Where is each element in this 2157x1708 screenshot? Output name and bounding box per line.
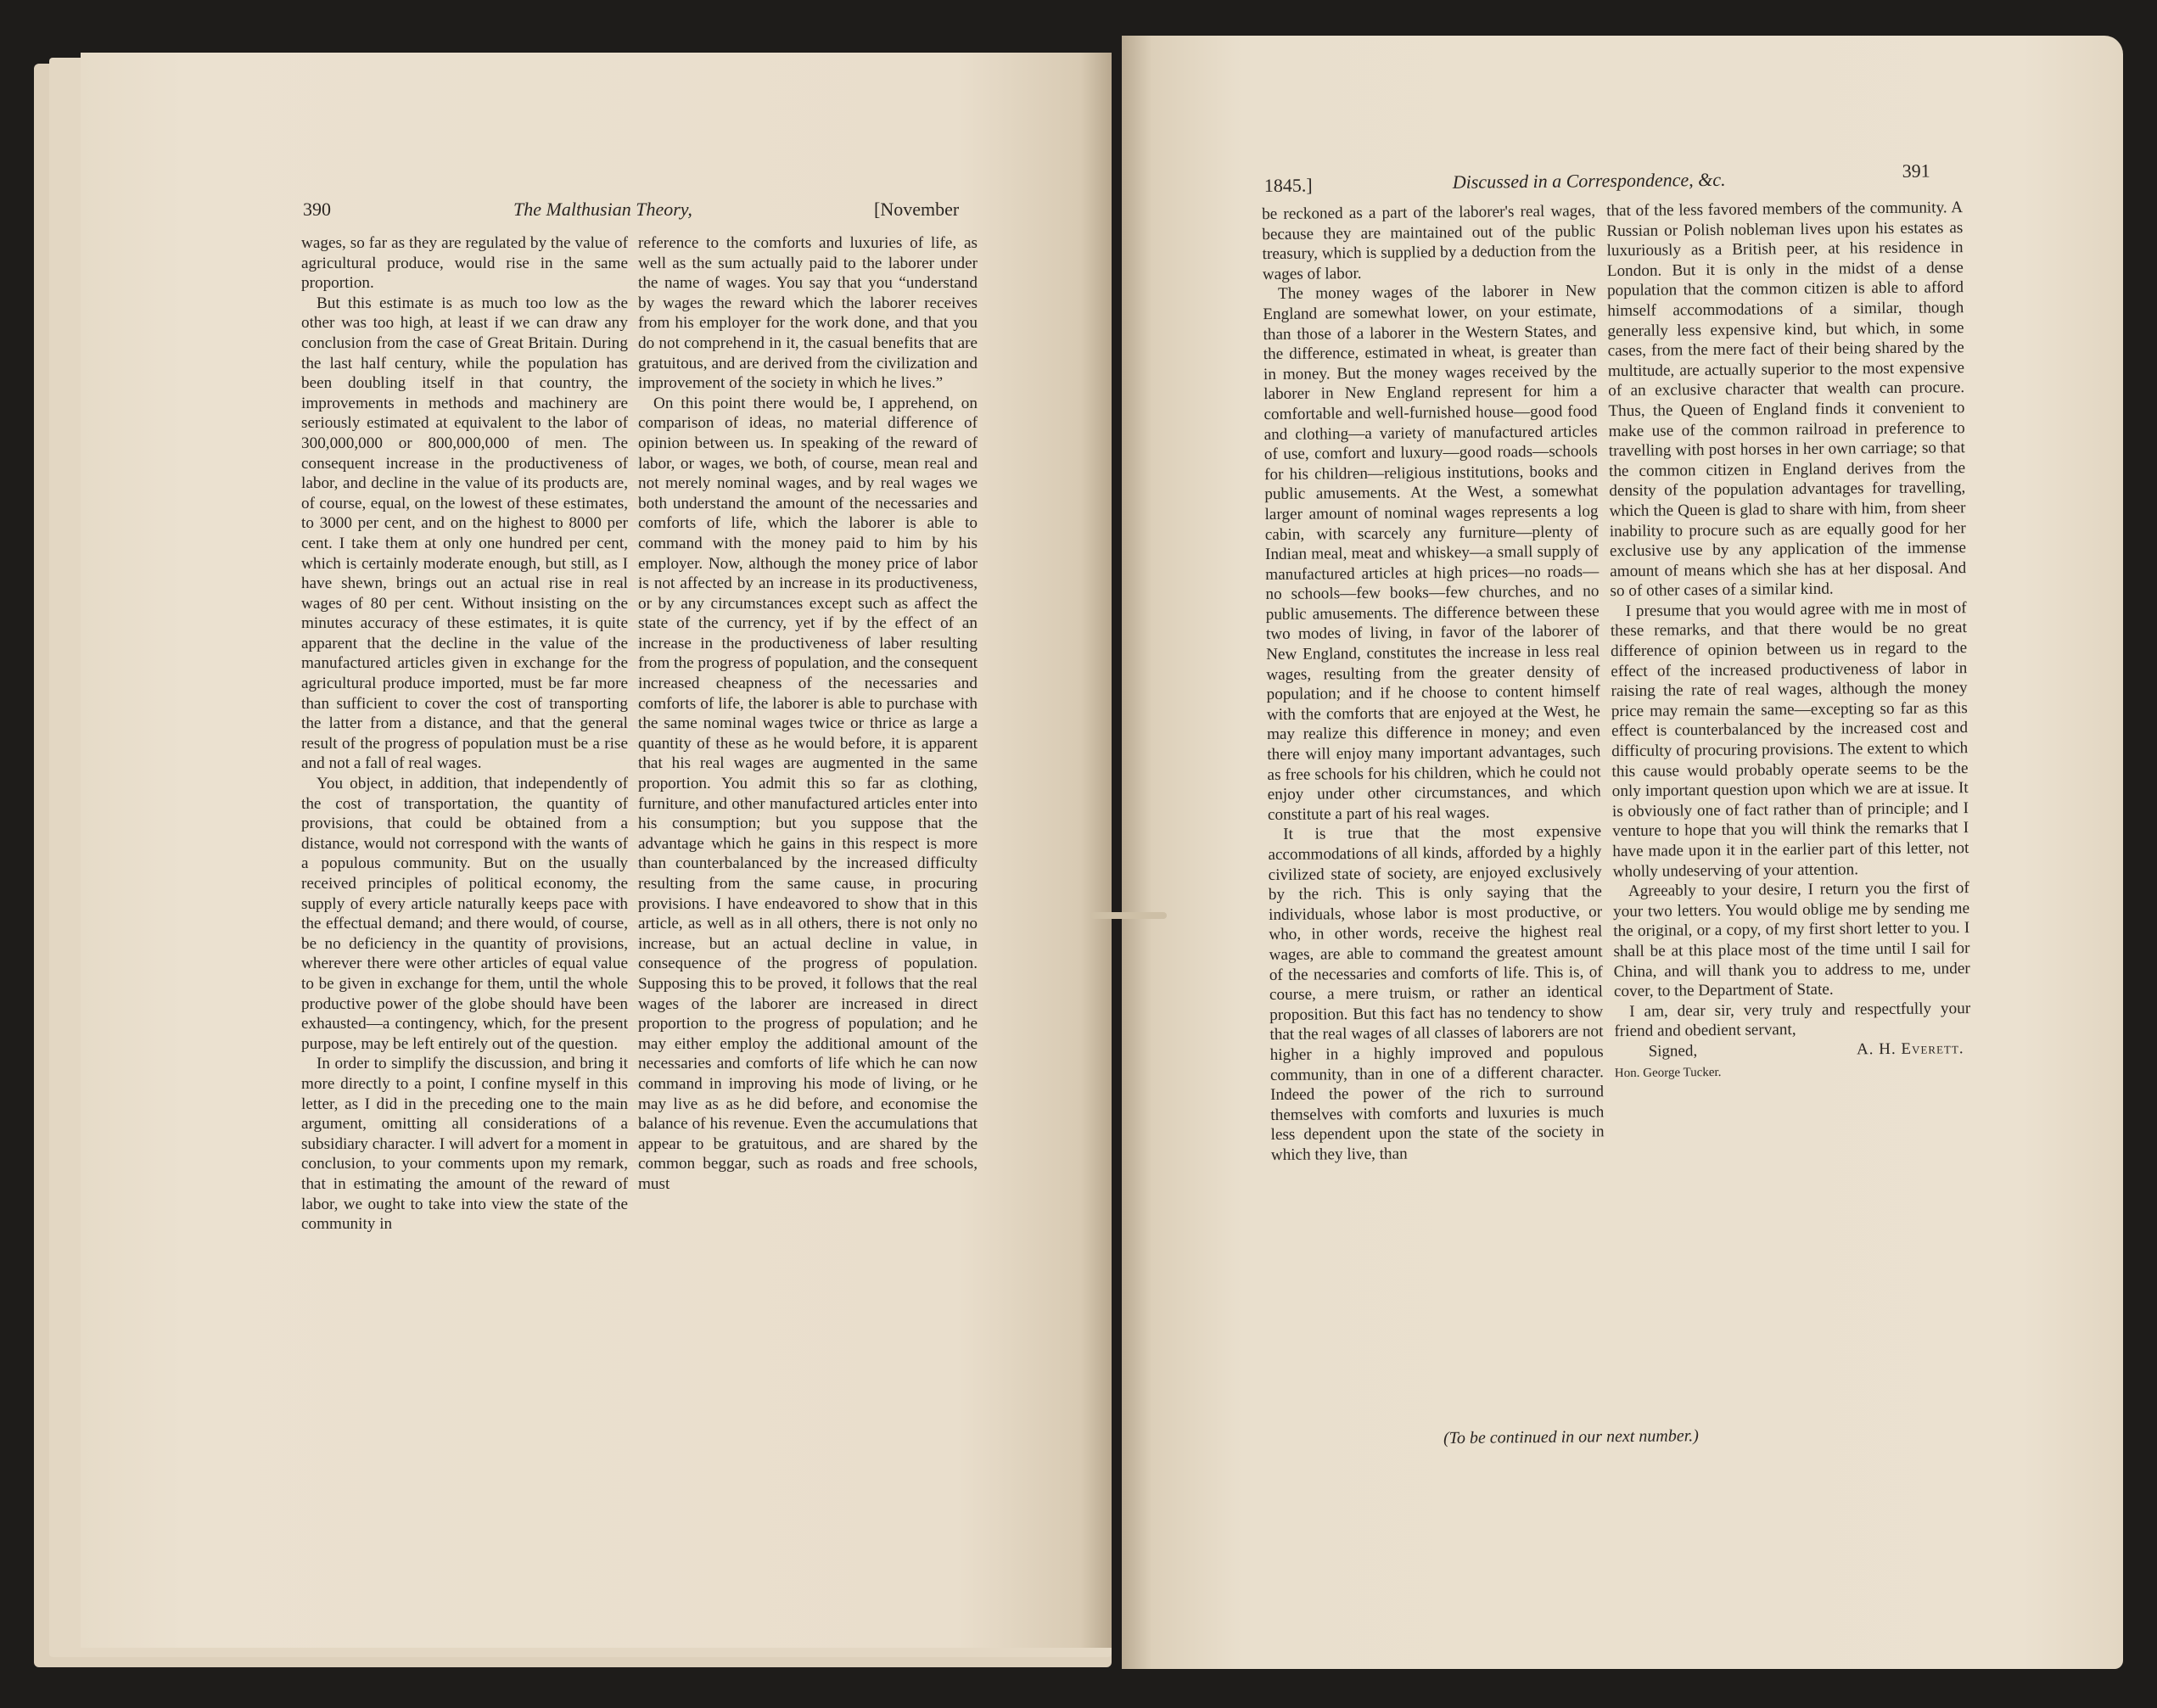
paragraph: But this estimate is as much too low as the other was too high, at least if we can draw any conclusion from the case of Great Britain. During the last half century, while the population has been doubling itself in that country, the improvements in methods and machinery are seriously estimated at equivalent to the labor of 300,000,000 or 800,000,000 of men. The consequent increase in the productiveness of labor, and decline in the value of its products are, of course, equal, on the lowest of these estimates, to 3000 per cent, and on the highest to 8000 per cent. I take them at only one hundred per cent, which is certainly moderate enough, but still, as I have shewn, brings out an actual rise in real wages of 80 per cent. Without insisting on the minutes accuracy of these estimates, it is quite apparent that the decline in the value of the manufactured articles given in exchange for the agricultural produce imported, must be far more than sufficient to cover the cost of transporting the latter from a distance, and that the general result of the progress of population must be a rise and not a fall of real wages. <box>301 294 628 773</box>
left-page <box>81 53 1112 1648</box>
paragraph: The money wages of the laborer in New England are somewhat lower, on your estimate, than those of a laborer in the Western States, and the difference, estimated in wheat, is greater than in money. But the money wages received by the laborer in New England represent for him a comfortable and well-furnished house—good food and clothing—a variety of manufactured articles of use, comfort and luxury—good roads—schools for his children—religious institutions, books and public amusements. At the West, a somewhat larger amount of nominal wages represents a log cabin, with scarcely any furniture—plenty of Indian meal, meat and whiskey—a small supply of manufactured articles at high prices—no roads—no schools—few books—few churches, and no public amusements. The difference between these two modes of living, in favor of the laborer of New England, constitutes the increase in less real wages, resulting from the greater density of population; and if he choose to content himself with the comforts that are enjoyed at the West, he may realize this difference in money; and even there will enjoy many important advantages, such as free schools for his children, which he could not enjoy under other circumstances, and which constitute a part of his real wages. <box>1263 282 1601 824</box>
signed-label: Signed, <box>1648 1042 1698 1061</box>
running-month: [November <box>874 199 960 220</box>
text-column-1 <box>301 233 628 1235</box>
text-column-2 <box>1606 198 1971 1084</box>
continued-note: (To be continued in our next number.) <box>1443 1426 1699 1448</box>
paragraph: reference to the comforts and luxuries of life, as well as the sum actually paid to the laborer under the name of wages. You say that you “understand by wages the reward which the laborer receives from his employer for the work done, and that you do not comprehend in it, the casual benefits that are gratuitous, and are derived from the civilization and improvement of the society in which he lives.” <box>638 234 978 393</box>
paragraph: You object, in addition, that independently of the cost of transportation, the quantity of provisions, that could be obtained from a distance, would not correspond with the wants of a populous community. But on the usually received principles of political economy, the supply of every article naturally keeps pace with the effectual demand; and there would, of course, be no deficiency in the quantity of provisions, wherever there were other articles of equal value to be given in exchange for them, until the whole productive power of the globe should have been exhausted—a contingency, which, for the present purpose, may be left entirely out of the question. <box>301 775 628 1053</box>
signature: A. H. Everett. <box>1856 1039 1964 1059</box>
text-column-2 <box>638 233 978 1195</box>
page-number: 390 <box>303 199 331 220</box>
page-number: 391 <box>1902 160 1930 182</box>
addressee: Hon. George Tucker. <box>1614 1065 1722 1080</box>
paragraph: be reckoned as a part of the laborer's real wages, because they are maintained out of the public treasury, which is supplied by a deduction from the wages of labor. <box>1262 202 1596 283</box>
paragraph: It is true that the most expensive accommodations of all kinds, afforded by a highly civilized state of society, are enjoyed exclusively by the rich. This is only saying that the individuals, whose labor is most productive, or who, in other words, receive the highest real wages, are able to command the greatest amount of the necessaries and comforts of life. This is, of course, a mere truism, or rather an identical proposition. But this fact has no tendency to show that the real wages of all classes of laborers are not higher in a highly improved and populous community, than in one of a different character. Indeed the power of the rich to surround themselves with comforts and luxuries is much less dependent upon the state of the society in which they live, than <box>1268 822 1605 1164</box>
right-page <box>1122 36 2123 1669</box>
paragraph: I presume that you would agree with me in most of these remarks, and that there would be no great difference of opinion between us in regard to the effect of the increased productiveness of labor in raising the rate of real wages, although the money price may remain the same—excepting so far as this effect is counterbalanced by the increased cost and difficulty of procuring provisions. The extent to which this cause would probably operate seems to be the only important question upon which we are at issue. It is obviously one of fact rather than of principle; and I venture to hope that you will think the remarks that I have made upon it in the earlier part of this letter, not wholly undeserving of your attention. <box>1610 599 1969 881</box>
binding-thread <box>1090 912 1167 919</box>
year-header: 1845.] <box>1263 174 1313 197</box>
paragraph: In order to simplify the discussion, and bring it more directly to a point, I confine myself in this letter, as I did in the preceding one to the main argument, omitting all considerations of a subsidiary character. I will advert for a moment in conclusion, to your comments upon my remark, that in estimating the amount of the reward of labor, we ought to take into view the state of the community in <box>301 1055 628 1234</box>
running-title: The Malthusian Theory, <box>513 199 692 220</box>
paragraph: wages, so far as they are regulated by the value of agricultural produce, would rise in the same proportion. <box>301 234 628 293</box>
paragraph: Agreeably to your desire, I return you the first of your two letters. You would oblige me by sending me the original, or a copy, of my first short letter to you. I shall be at this place most of the time until I sail for China, and will thank you to address to me, under cover, to the Department of State. <box>1612 879 1970 1001</box>
text-column-1 <box>1262 201 1605 1165</box>
signature-line <box>1615 1039 1971 1062</box>
paragraph: I am, dear sir, very truly and respectfully your friend and obedient servant, <box>1614 999 1971 1041</box>
running-title: Discussed in a Correspondence, &c. <box>1452 168 1726 193</box>
paragraph: On this point there would be, I apprehend, on comparison of ideas, no material difference of opinion between us. In speaking of the reward of labor, or wages, we both, of course, mean real and not merely nominal wages, and by real wages we both understand the amount of the necessaries and comforts of life, which the laborer is able to command with the money paid to him by his employer. Now, although the money price of labor is not affected by an increase in its productiveness, or by any circumstances except such as affect the state of the currency, yet if by the effect of an increase in the productiveness of laber resulting from the progress of population, and the consequent increased cheapness of the necessaries and comforts of life, the laborer is able to purchase with the same nominal wages twice or thrice as large a quantity of these as he would before, it is apparent that his real wages are augmented in the same proportion. You admit this so far as clothing, furniture, and other manufactured articles enter into his consumption; but you suppose that the advantage which he gains in this respect is more than counterbalanced by the increased difficulty resulting from the same cause, in procuring provisions. I have endeavored to show that in this article, as well as in all others, there is not only no increase, but an actual decline in value, in consequence of the progress of population. Supposing this to be proved, it follows that the real wages of the laborer are increased in direct proportion to the progress of population; and he may either employ the additional amount of the necessaries and comforts of life which he can now command in improving his mode of living, or he may live as as he did before, and economise the balance of his revenue. Even the accumulations that appear to be gratuitous, and are shared by the common beggar, such as roads and free schools, must <box>638 394 978 1193</box>
paragraph: that of the less favored members of the community. A Russian or Polish nobleman lives upon his estates as luxuriously as a British peer, at his residence in London. But it is only in the midst of a dense population that the common citizen is able to afford himself accommodations of a similar, though generally less expensive kind, but which, in some cases, from the mere fact of their being shared by the multitude, are actually superior to the most expensive of an exclusive character that wealth can procure. Thus, the Queen of England finds it convenient to make use of the common railroad in preference to travelling with post horses in her own carriage; so that the common citizen in England derives from the density of the population advantages for travelling, which the Queen is glad to share with him, from sheer inability to procure such as are equally good for her exclusive use by any application of the immense amount of means which she has at her disposal. And so of other cases of a similar kind. <box>1606 199 1967 601</box>
